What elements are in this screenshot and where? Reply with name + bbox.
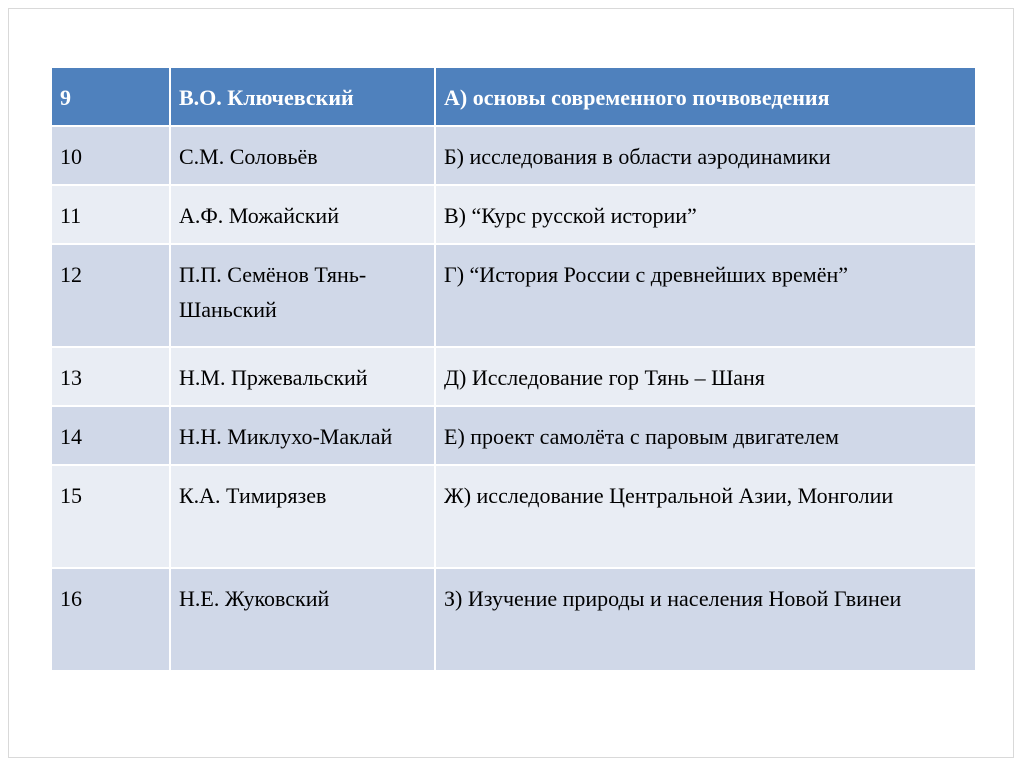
table-row — [51, 465, 976, 568]
row-number: 11 — [51, 185, 170, 244]
row-number: 15 — [51, 465, 170, 568]
person-name: В.О. Ключевский — [170, 67, 435, 126]
achievement-description: А) основы современного почвоведения — [435, 67, 976, 126]
person-name: С.М. Соловьёв — [170, 126, 435, 185]
achievement-description: Б) исследования в области аэродинамики — [435, 126, 976, 185]
matching-table — [50, 66, 977, 672]
row-number: 13 — [51, 347, 170, 406]
achievement-description: Д) Исследование гор Тянь – Шаня — [435, 347, 976, 406]
person-name: Н.Е. Жуковский — [170, 568, 435, 671]
table-row — [51, 244, 976, 347]
row-number: 14 — [51, 406, 170, 465]
row-number: 10 — [51, 126, 170, 185]
row-number: 12 — [51, 244, 170, 347]
table-row — [51, 347, 976, 406]
person-name: А.Ф. Можайский — [170, 185, 435, 244]
achievement-description: В) “Курс русской истории” — [435, 185, 976, 244]
achievement-description: Ж) исследование Центральной Азии, Монголии — [435, 465, 976, 568]
person-name: Н.Н. Миклухо-Маклай — [170, 406, 435, 465]
row-number: 16 — [51, 568, 170, 671]
achievement-description: Е) проект самолёта с паровым двигателем — [435, 406, 976, 465]
table-row — [51, 185, 976, 244]
person-name: К.А. Тимирязев — [170, 465, 435, 568]
table-row-header — [51, 67, 976, 126]
row-number: 9 — [51, 67, 170, 126]
person-name: П.П. Семёнов Тянь-Шаньский — [170, 244, 435, 347]
table-row — [51, 126, 976, 185]
achievement-description: З) Изучение природы и населения Новой Гвинеи — [435, 568, 976, 671]
person-name: Н.М. Пржевальский — [170, 347, 435, 406]
achievement-description: Г) “История России с древнейших времён” — [435, 244, 976, 347]
table-row — [51, 568, 976, 671]
table-row — [51, 406, 976, 465]
